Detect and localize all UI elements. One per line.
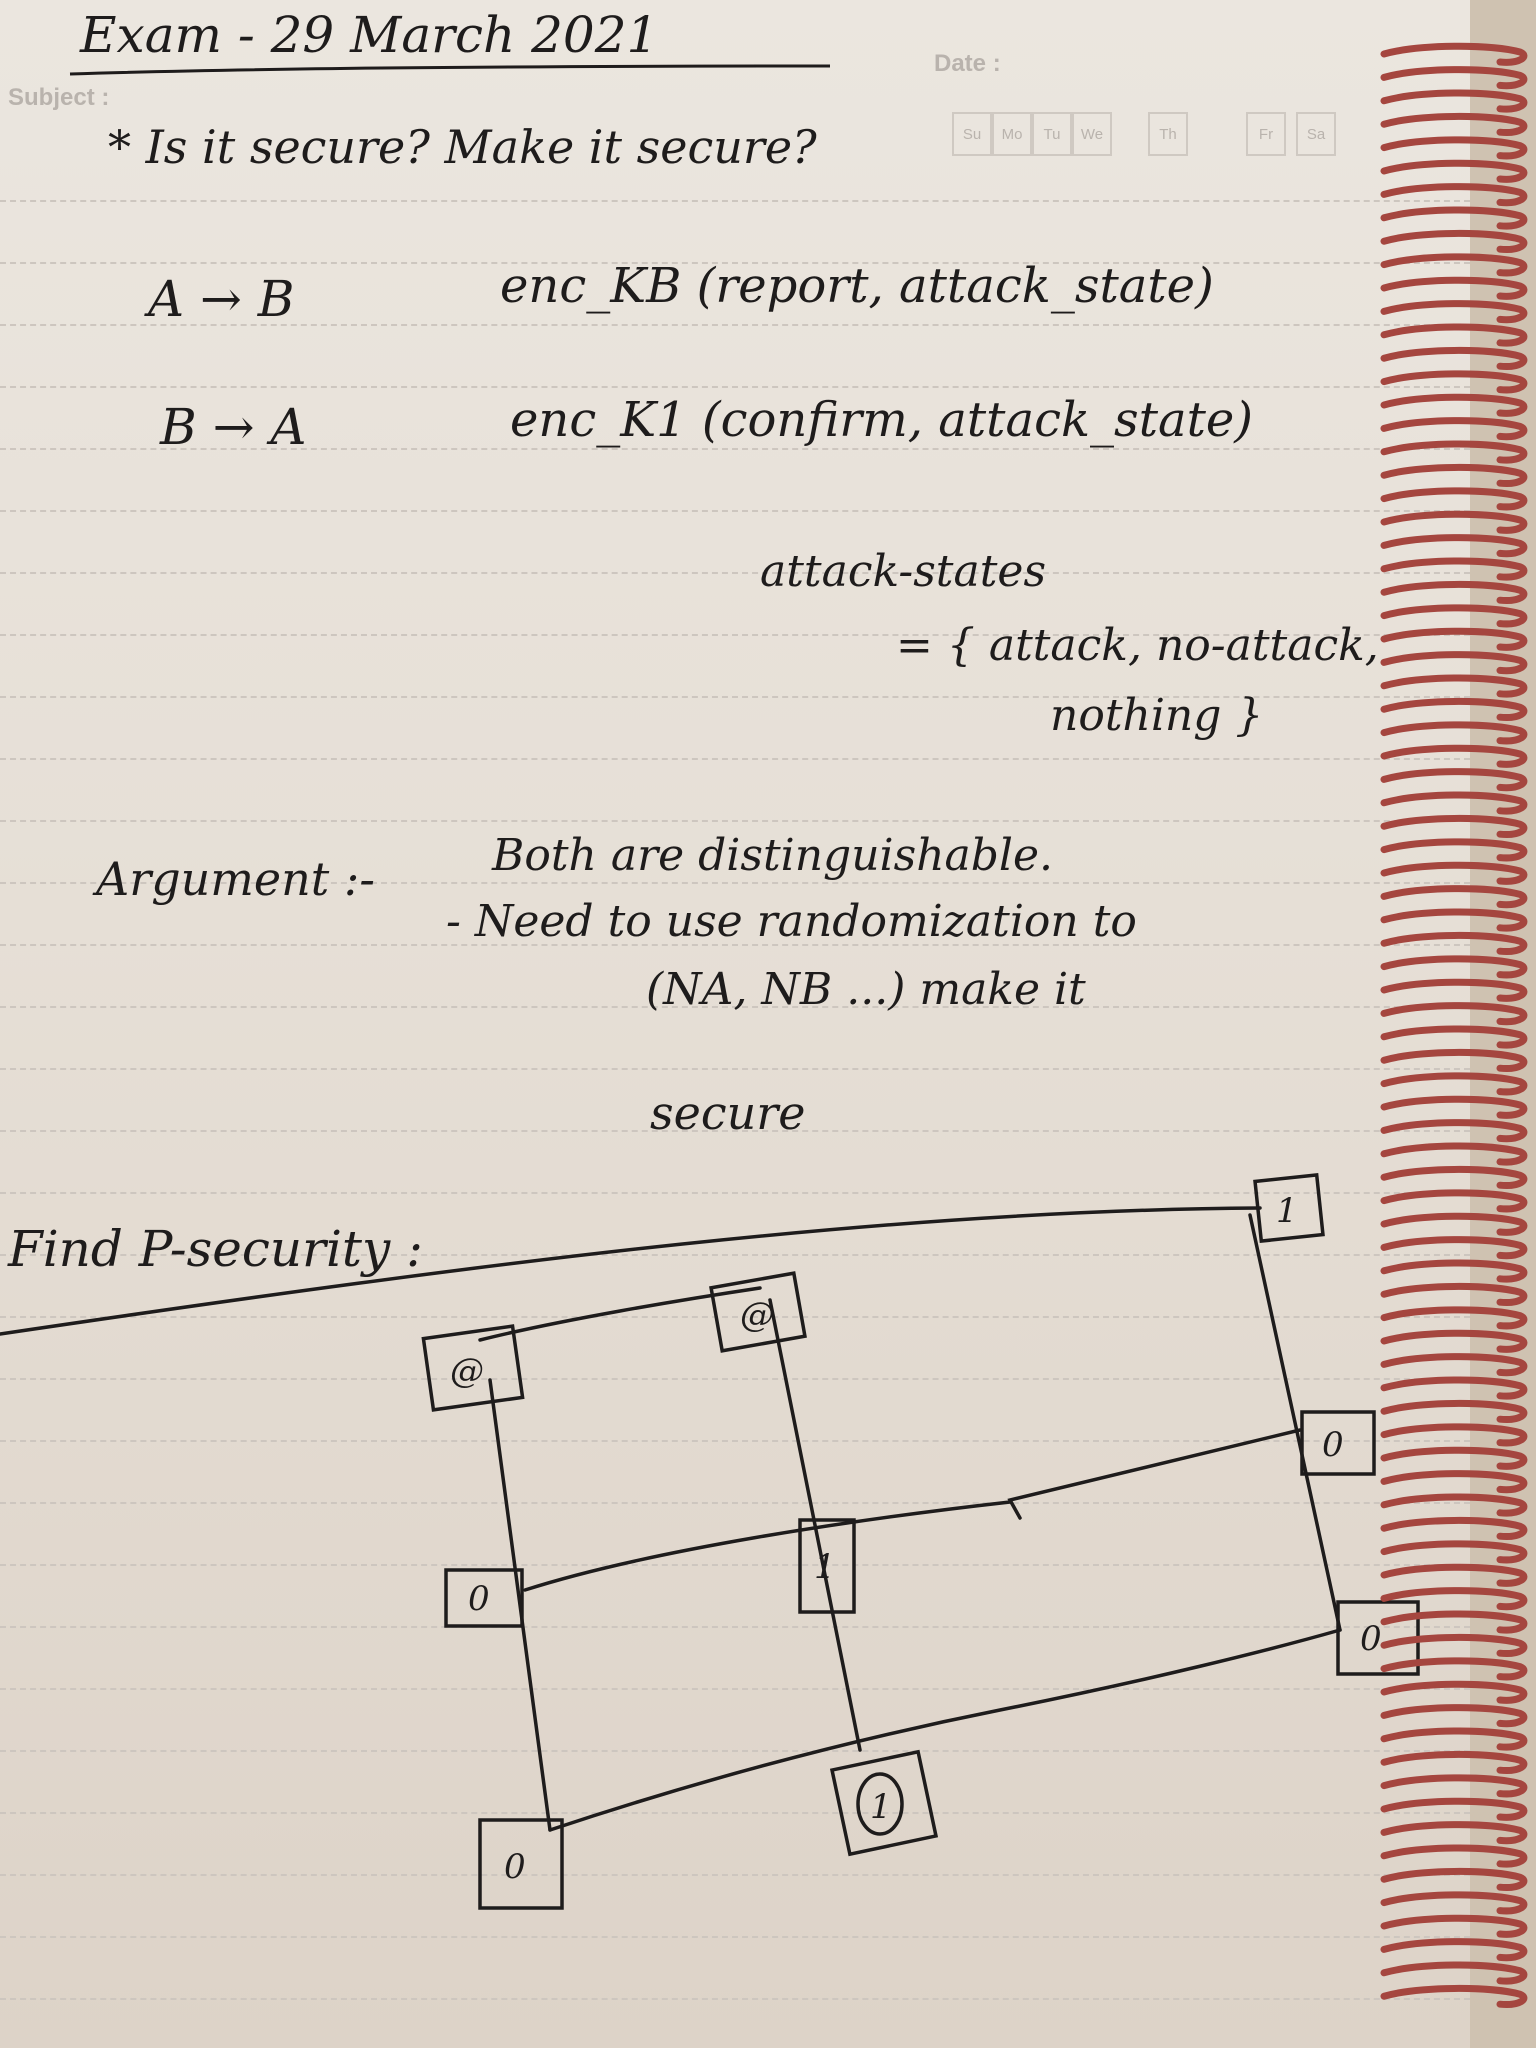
- day-box-su: Su: [952, 112, 992, 156]
- spiral-coil: [1384, 1918, 1524, 1934]
- question-text: * Is it secure? Make it secure?: [108, 120, 817, 174]
- spiral-coil: [1384, 795, 1524, 811]
- spiral-coil: [1384, 374, 1524, 390]
- spiral-coil: [1384, 748, 1524, 764]
- node-bottom-middle-label: 1: [870, 1787, 892, 1827]
- spiral-coil: [1384, 889, 1524, 905]
- node-right-middle-label: 0: [1322, 1425, 1344, 1465]
- p-security-title: Find P-security :: [8, 1220, 424, 1278]
- node-top-middle-label: @: [740, 1295, 774, 1335]
- spiral-coil: [1384, 187, 1524, 203]
- day-box-fr: Fr: [1246, 112, 1286, 156]
- spiral-coil: [1384, 1614, 1524, 1630]
- edge-bottom: [550, 1630, 1340, 1830]
- spiral-coil: [1384, 1333, 1524, 1349]
- spiral-coil: [1384, 327, 1524, 343]
- spiral-coil: [1384, 491, 1524, 507]
- message-2-arrow: B → A: [160, 398, 307, 456]
- spiral-coil: [1384, 116, 1524, 132]
- spiral-coil: [1384, 304, 1524, 320]
- spiral-coil: [1384, 842, 1524, 858]
- date-label: Date :: [934, 50, 1001, 77]
- spiral-coil: [1384, 1988, 1524, 2004]
- spiral-coil: [1384, 772, 1524, 788]
- message-1-content: enc_KB (report, attack_state): [500, 258, 1214, 314]
- spiral-coil: [1384, 1193, 1524, 1209]
- spiral-coil: [1384, 1146, 1524, 1162]
- day-box-we: We: [1072, 112, 1112, 156]
- spiral-coil: [1384, 1497, 1524, 1513]
- spiral-coil: [1384, 982, 1524, 998]
- spiral-coil: [1384, 210, 1524, 226]
- spiral-coil: [1384, 397, 1524, 413]
- spiral-coil: [1384, 1216, 1524, 1232]
- spiral-coil: [1384, 514, 1524, 530]
- spiral-coil: [1384, 280, 1524, 296]
- spiral-coil: [1384, 1286, 1524, 1302]
- page-title: Exam - 29 March 2021: [80, 6, 659, 64]
- spiral-coil: [1384, 1123, 1524, 1139]
- spiral-coil: [1384, 1754, 1524, 1770]
- spiral-coil: [1384, 678, 1524, 694]
- spiral-coil: [1384, 1848, 1524, 1864]
- spiral-coil: [1384, 561, 1524, 577]
- spiral-coil: [1384, 1403, 1524, 1419]
- node-bottom-right-label: 0: [1360, 1619, 1382, 1659]
- argument-line-4: secure: [650, 1086, 806, 1140]
- node-top-left-label: @: [450, 1351, 484, 1391]
- spiral-coil: [1384, 725, 1524, 741]
- attack-states-set-end: nothing }: [1050, 690, 1264, 741]
- spiral-coil: [1384, 1052, 1524, 1068]
- spiral-coil: [1384, 467, 1524, 483]
- spiral-coil: [1384, 1591, 1524, 1607]
- p-security-diagram: [0, 1150, 1470, 1970]
- spiral-coil: [1384, 608, 1524, 624]
- spiral-coil: [1384, 1076, 1524, 1092]
- spiral-coil: [1384, 1684, 1524, 1700]
- spiral-coil: [1384, 1895, 1524, 1911]
- spiral-coil: [1384, 1637, 1524, 1653]
- spiral-coil: [1384, 140, 1524, 156]
- spiral-coil: [1384, 70, 1524, 86]
- argument-line-2: - Need to use randomization to: [446, 896, 1137, 947]
- spiral-coil: [1384, 1801, 1524, 1817]
- spiral-coil: [1384, 959, 1524, 975]
- message-2-content: enc_K1 (confirm, attack_state): [510, 392, 1254, 448]
- spiral-coil: [1384, 233, 1524, 249]
- edge-left-column: [490, 1380, 550, 1830]
- spiral-coil: [1384, 421, 1524, 437]
- argument-label: Argument :-: [96, 852, 375, 906]
- spiral-coil: [1384, 538, 1524, 554]
- spiral-coil: [1384, 1871, 1524, 1887]
- spiral-coil: [1384, 1169, 1524, 1185]
- spiral-coil: [1384, 1544, 1524, 1560]
- spiral-coil: [1384, 912, 1524, 928]
- spiral-coil: [1384, 93, 1524, 109]
- edge-center-to-left: [525, 1502, 1010, 1590]
- node-top-right-label: 1: [1276, 1191, 1298, 1231]
- spiral-coil: [1384, 1427, 1524, 1443]
- spiral-coil: [1384, 1661, 1524, 1677]
- edge-right-column: [1250, 1215, 1340, 1630]
- attack-states-set: = { attack, no-attack,: [896, 620, 1379, 671]
- node-center-label: 1: [814, 1547, 836, 1587]
- spiral-coil: [1384, 46, 1524, 62]
- spiral-binding: [1380, 40, 1536, 2048]
- spiral-coil: [1384, 1310, 1524, 1326]
- spiral-coil: [1384, 1731, 1524, 1747]
- title-underline: [60, 56, 840, 86]
- day-box-sa: Sa: [1296, 112, 1336, 156]
- spiral-coil: [1384, 1450, 1524, 1466]
- spiral-coil: [1384, 1567, 1524, 1583]
- spiral-coil: [1384, 655, 1524, 671]
- spiral-coil: [1384, 1942, 1524, 1958]
- spiral-coil: [1384, 1006, 1524, 1022]
- day-box-tu: Tu: [1032, 112, 1072, 156]
- spiral-coil: [1384, 1240, 1524, 1256]
- spiral-coil: [1384, 935, 1524, 951]
- attack-states-label: attack-states: [760, 546, 1047, 597]
- spiral-coil: [1384, 1357, 1524, 1373]
- spiral-coil: [1384, 701, 1524, 717]
- spiral-coil: [1384, 818, 1524, 834]
- spiral-coil: [1384, 631, 1524, 647]
- spiral-coil: [1384, 1520, 1524, 1536]
- spiral-coil: [1384, 584, 1524, 600]
- argument-line-1: Both are distinguishable.: [492, 830, 1054, 881]
- edge-middle-column: [770, 1300, 860, 1750]
- day-box-mo: Mo: [992, 112, 1032, 156]
- edge-title-to-top-right: [0, 1208, 1260, 1334]
- subject-label: Subject :: [8, 84, 110, 111]
- spiral-coil: [1384, 444, 1524, 460]
- day-box-th: Th: [1148, 112, 1188, 156]
- spiral-coil: [1384, 865, 1524, 881]
- argument-line-3: (NA, NB ...) make it: [646, 964, 1086, 1015]
- spiral-coil: [1384, 1965, 1524, 1981]
- spiral-coil: [1384, 1099, 1524, 1115]
- message-1-arrow: A → B: [148, 270, 295, 328]
- node-left-middle-label: 0: [468, 1579, 490, 1619]
- spiral-coil: [1384, 1029, 1524, 1045]
- spiral-coil: [1384, 1708, 1524, 1724]
- node-bottom-left-label: 0: [504, 1847, 526, 1887]
- spiral-coil: [1384, 163, 1524, 179]
- edge-right-to-center: [1010, 1430, 1300, 1518]
- spiral-coil: [1384, 257, 1524, 273]
- spiral-coil: [1384, 1474, 1524, 1490]
- spiral-coil: [1384, 350, 1524, 366]
- spiral-coil: [1384, 1825, 1524, 1841]
- spiral-coil: [1384, 1380, 1524, 1396]
- spiral-coil: [1384, 1778, 1524, 1794]
- spiral-coil: [1384, 1263, 1524, 1279]
